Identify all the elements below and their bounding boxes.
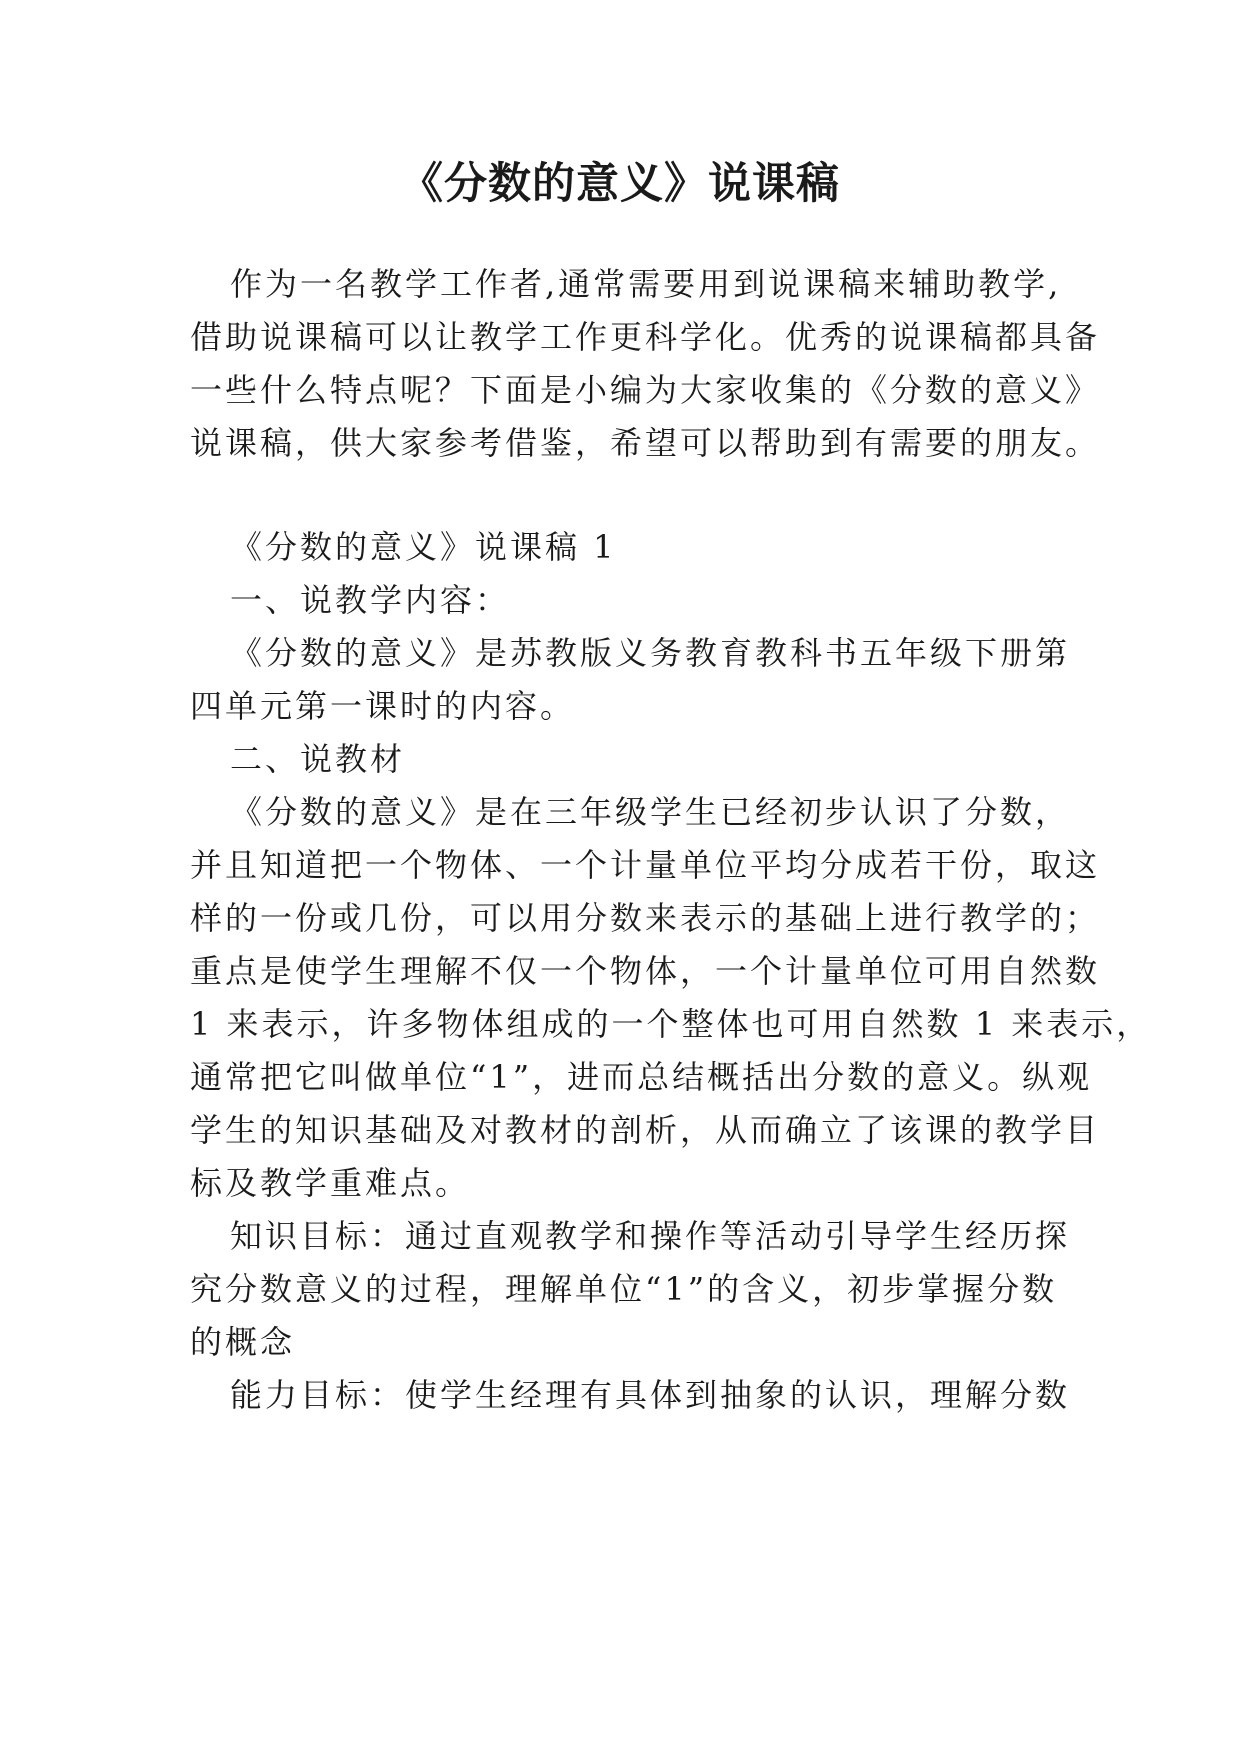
material-line: 标及教学重难点。 bbox=[190, 1164, 471, 1202]
material-line: 通常把它叫做单位“1”，进而总结概括出分数的意义。纵观 bbox=[190, 1058, 1093, 1096]
material-line: 重点是使学生理解不仅一个物体，一个计量单位可用自然数 bbox=[190, 952, 1101, 990]
material-line: 《分数的意义》是在三年级学生已经初步认识了分数， bbox=[230, 793, 1071, 831]
knowledge-goal-line: 知识目标：通过直观教学和操作等活动引导学生经历探 bbox=[230, 1217, 1071, 1255]
intro-line: 作为一名教学工作者,通常需要用到说课稿来辅助教学, bbox=[230, 265, 1062, 303]
heading-teaching-content: 一、说教学内容： bbox=[230, 581, 511, 619]
heading-teaching-material: 二、说教材 bbox=[230, 740, 406, 778]
material-line: 1 来表示，许多物体组成的一个整体也可用自然数 1 来表示， bbox=[190, 1005, 1152, 1043]
document-title: 《分数的意义》说课稿 bbox=[400, 159, 840, 209]
intro-line: 说课稿，供大家参考借鉴，希望可以帮助到有需要的朋友。 bbox=[190, 424, 1101, 462]
material-line: 并且知道把一个物体、一个计量单位平均分成若干份，取这 bbox=[190, 846, 1101, 884]
knowledge-goal-line: 究分数意义的过程，理解单位“1”的含义，初步掌握分数 bbox=[190, 1270, 1058, 1308]
material-line: 样的一份或几份，可以用分数来表示的基础上进行教学的； bbox=[190, 899, 1101, 937]
intro-line: 借助说课稿可以让教学工作更科学化。优秀的说课稿都具备 bbox=[190, 318, 1101, 356]
material-line: 学生的知识基础及对教材的剖析，从而确立了该课的教学目 bbox=[190, 1111, 1101, 1149]
section-title: 《分数的意义》说课稿 1 bbox=[230, 528, 617, 566]
content-line: 《分数的意义》是苏教版义务教育教科书五年级下册第 bbox=[230, 634, 1071, 672]
intro-line: 一些什么特点呢？下面是小编为大家收集的《分数的意义》 bbox=[190, 371, 1101, 409]
knowledge-goal-line: 的概念 bbox=[190, 1323, 296, 1361]
content-line: 四单元第一课时的内容。 bbox=[190, 687, 576, 725]
ability-goal-line: 能力目标：使学生经理有具体到抽象的认识，理解分数 bbox=[230, 1376, 1071, 1414]
